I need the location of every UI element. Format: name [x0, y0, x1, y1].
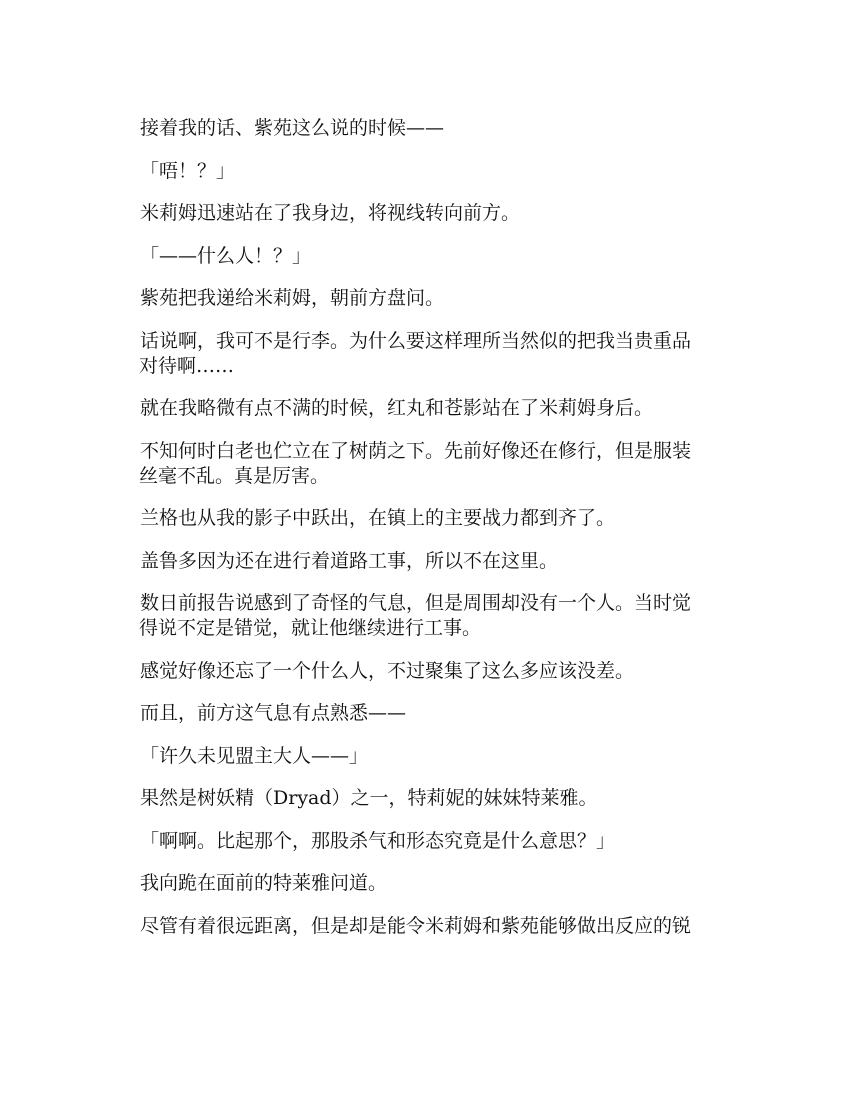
paragraph: [140, 744, 760, 769]
paragraph: [140, 286, 760, 311]
text-line: 兰格也从我的影子中跃出，在镇上的主要战力都到齐了。: [140, 507, 616, 529]
text-line: 「唔！？」: [140, 159, 236, 182]
paragraph: [140, 201, 760, 226]
paragraph: [140, 506, 760, 531]
text-line: 就在我略微有点不满的时候，红丸和苍影站在了米莉姆身后。: [140, 397, 654, 419]
text-line: 米莉姆迅速站在了我身边，将视线转向前方。: [140, 202, 521, 224]
text-line: 不知何时白老也伫立在了树荫之下。先前好像还在修行，但是服装: [140, 439, 692, 462]
text-line: 我向跪在面前的特莱雅问道。: [140, 872, 388, 894]
text-line: 丝毫不乱。真是厉害。: [139, 464, 330, 487]
text-line: 对待啊……: [139, 354, 235, 377]
paragraph: [140, 914, 760, 939]
paragraph: [140, 244, 760, 269]
paragraph: [140, 396, 760, 421]
paragraph: [140, 701, 760, 726]
text-line: 盖鲁多因为还在进行着道路工事，所以不在这里。: [140, 549, 559, 572]
paragraph: [140, 116, 760, 141]
paragraph: [140, 871, 760, 896]
text-line: 数日前报告说感到了奇怪的气息，但是周围却没有一个人。当时觉: [140, 592, 692, 614]
body-text: [140, 116, 760, 956]
paragraph: [140, 786, 760, 811]
text-line: 果然是树妖精（Dryad）之一，特莉妮的妹妹特莱雅。: [140, 787, 598, 809]
text-line: 「啊啊。比起那个，那股杀气和形态究竟是什么意思？」: [140, 829, 616, 852]
paragraph: [140, 659, 760, 684]
paragraph: [140, 591, 760, 641]
paragraph: [140, 159, 760, 184]
text-line: 感觉好像还忘了一个什么人，不过聚集了这么多应该没差。: [140, 659, 635, 682]
text-line: 紫苑把我递给米莉姆，朝前方盘问。: [140, 287, 445, 309]
text-line: 「许久未见盟主大人——」: [140, 744, 369, 767]
paragraph: [140, 439, 760, 489]
text-line: 得说不定是错觉，就让他继续进行工事。: [139, 617, 482, 639]
text-line: 「——什么人！？」: [140, 244, 312, 267]
text-line: 接着我的话、紫苑这么说的时候——: [140, 117, 445, 139]
text-line: 而且，前方这气息有点熟悉——: [140, 702, 407, 724]
paragraph: [140, 329, 760, 379]
text-line: 尽管有着很远距离，但是却是能令米莉姆和紫苑能够做出反应的锐: [140, 914, 692, 937]
paragraph: [140, 829, 760, 854]
paragraph: [140, 549, 760, 574]
text-line: 话说啊，我可不是行李。为什么要这样理所当然似的把我当贵重品: [140, 329, 692, 352]
